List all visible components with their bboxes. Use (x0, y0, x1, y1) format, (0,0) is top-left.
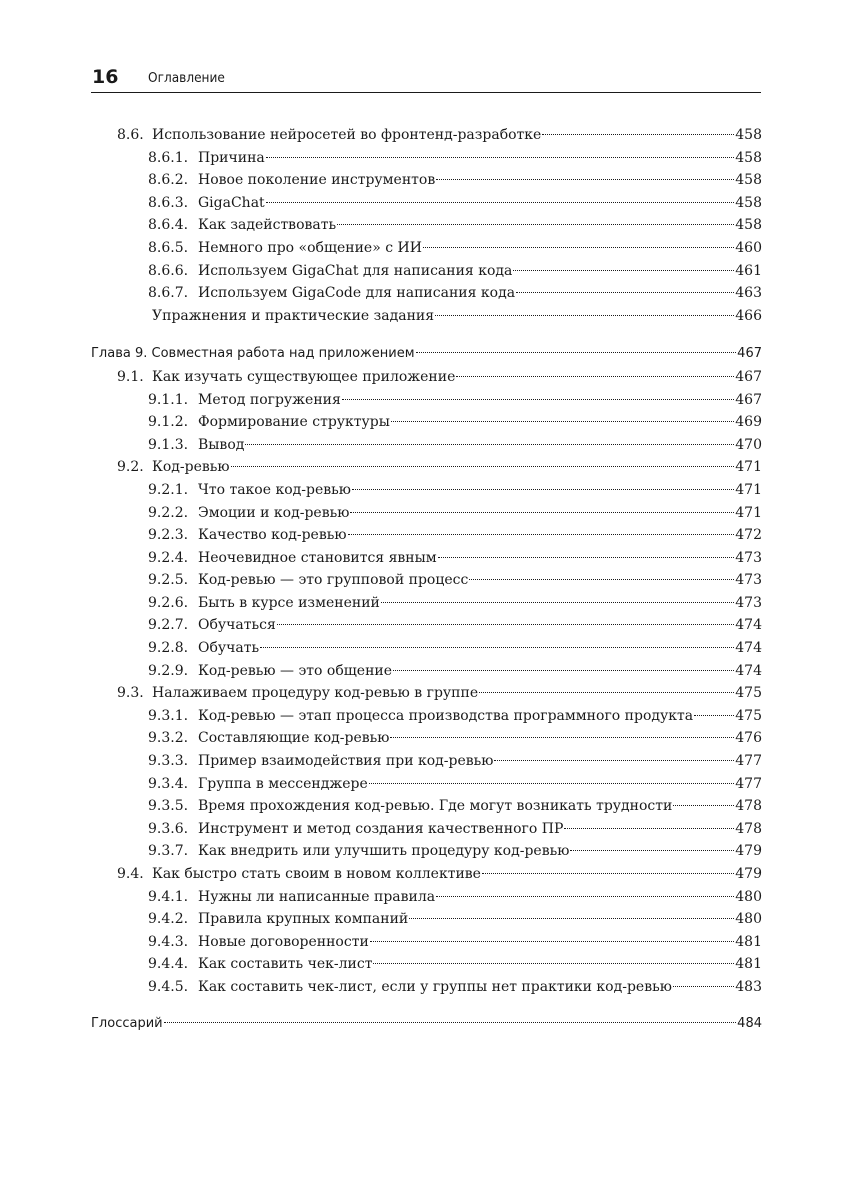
toc-entry[interactable] (91, 727, 762, 750)
toc-entry-number: 9.4.5. (148, 978, 189, 995)
dot-leader (542, 134, 734, 135)
dot-leader (373, 963, 734, 964)
toc-entry-number: 9.3.2. (148, 730, 189, 747)
dot-leader (352, 489, 734, 490)
dot-leader (391, 421, 734, 422)
toc-entry[interactable] (91, 886, 762, 909)
dot-leader (469, 579, 734, 580)
toc-entry[interactable] (91, 773, 762, 796)
toc-entry[interactable] (91, 343, 762, 366)
dot-leader (164, 1022, 737, 1023)
toc-entry-number: 9.3.6. (148, 820, 189, 837)
toc-entry-page: 477 (735, 775, 762, 792)
toc-entry-title: Как внедрить или улучшить процедуру код-ревью (198, 843, 570, 860)
toc-entry[interactable] (91, 953, 762, 976)
toc-entry[interactable] (91, 795, 762, 818)
dot-leader (390, 737, 734, 738)
dot-leader (423, 247, 734, 248)
toc-entry-title: Как быстро стать своим в новом коллективе (152, 866, 481, 882)
toc-entry-title: Новое поколение инструментов (198, 172, 436, 189)
toc-entry-page: 474 (735, 617, 762, 634)
toc-entry-number: 9.3.5. (148, 798, 189, 815)
toc-entry[interactable] (91, 124, 762, 147)
dot-leader (564, 828, 734, 829)
dot-leader (479, 692, 734, 693)
toc-entry-page: 478 (735, 798, 762, 815)
dot-leader (513, 270, 734, 271)
toc-entry-page: 475 (735, 685, 762, 702)
toc-entry-page: 480 (735, 911, 762, 928)
toc-entry-title: Эмоции и код-ревью (198, 504, 350, 521)
toc-entry-title: Как изучать существующее приложение (152, 368, 456, 385)
toc-entry-number: 9.3.4. (148, 775, 189, 792)
toc-entry-page: 458 (735, 217, 762, 234)
toc-entry[interactable] (91, 547, 762, 570)
toc-entry-page: 480 (735, 888, 762, 905)
toc-entry[interactable] (91, 456, 762, 479)
toc-entry[interactable] (91, 614, 762, 637)
dot-leader (673, 805, 734, 806)
toc-entry-page: 463 (735, 285, 762, 302)
toc-entry-page: 461 (735, 262, 762, 279)
toc-entry-title: Правила крупных компаний (198, 911, 409, 928)
toc-entry-page: 483 (735, 978, 762, 995)
toc-entry-number: 9.2.7. (148, 617, 189, 634)
toc-entry-title: Обучаться (198, 617, 276, 634)
toc-entry-number: 8.6. (117, 127, 144, 143)
dot-leader (570, 850, 734, 851)
toc-entry-page: 473 (735, 549, 762, 566)
toc-entry-title: Группа в мессенджере (198, 775, 368, 792)
toc-entry[interactable] (91, 169, 762, 192)
toc-entry-page: 458 (735, 194, 762, 211)
toc-entry-page: 471 (735, 481, 762, 498)
dot-leader (482, 873, 734, 874)
toc-entry-page: 481 (735, 933, 762, 950)
running-title: Оглавление (148, 70, 225, 86)
dot-leader (266, 202, 735, 203)
toc-entry-page: 460 (735, 239, 762, 256)
toc-entry-title: Как задействовать (198, 217, 337, 234)
table-of-contents (91, 124, 762, 1035)
dot-leader (369, 783, 735, 784)
toc-entry-title: Код-ревью — это общение (198, 662, 393, 679)
toc-entry-page: 467 (735, 391, 762, 408)
toc-entry-page: 458 (735, 172, 762, 189)
toc-entry-number: 8.6.3. (148, 194, 189, 211)
toc-entry[interactable] (91, 434, 762, 457)
dot-leader (435, 315, 734, 316)
dot-leader (494, 760, 734, 761)
dot-leader (342, 399, 734, 400)
toc-entry-number: 9.3. (117, 685, 144, 702)
toc-entry-number: 9.3.3. (148, 753, 189, 770)
toc-entry-title: Как составить чек-лист, если у группы нет практики код-ревью (198, 978, 672, 995)
dot-leader (337, 224, 734, 225)
toc-entry-page: 484 (737, 1015, 762, 1031)
toc-entry[interactable] (91, 366, 762, 389)
toc-entry-number: 8.6.1. (148, 149, 189, 166)
toc-entry-page: 475 (735, 707, 762, 724)
toc-entry-number: 9.4.3. (148, 933, 189, 950)
dot-leader (436, 896, 734, 897)
toc-entry-number: 9.3.1. (148, 707, 189, 724)
toc-entry[interactable] (91, 147, 762, 170)
toc-entry[interactable] (91, 863, 762, 886)
toc-entry[interactable] (91, 660, 762, 683)
toc-entry-number: 9.2.2. (148, 504, 189, 521)
toc-entry-title: Инструмент и метод создания качественного ПР (198, 820, 564, 837)
toc-entry-title: Код-ревью (152, 459, 230, 476)
toc-entry-title: Код-ревью — это групповой процесс (198, 572, 469, 589)
toc-entry-page: 479 (735, 866, 762, 882)
dot-leader (260, 647, 734, 648)
toc-entry-page: 470 (735, 436, 762, 453)
dot-leader (245, 444, 734, 445)
toc-entry[interactable] (91, 260, 762, 283)
toc-entry[interactable] (91, 237, 762, 260)
toc-entry-page: 472 (735, 527, 762, 544)
dot-leader (409, 918, 734, 919)
page-number: 16 (92, 66, 119, 88)
toc-entry[interactable] (91, 637, 762, 660)
dot-leader (348, 534, 735, 535)
toc-entry-title: Качество код-ревью (198, 527, 347, 544)
toc-entry-title: Использование нейросетей во фронтенд-разработке (152, 127, 542, 143)
dot-leader (266, 157, 734, 158)
dot-leader (436, 179, 734, 180)
dot-leader (350, 512, 734, 513)
dot-leader (416, 352, 737, 353)
toc-entry-title: Используем GigaCode для написания кода (198, 285, 516, 302)
toc-entry-title: Код-ревью — этап процесса производства программного продукта (198, 707, 694, 724)
toc-entry[interactable] (91, 411, 762, 434)
toc-entry-page: 467 (737, 346, 762, 362)
toc-entry-title: Нужны ли написанные правила (198, 888, 436, 905)
toc-entry-number: 9.2. (117, 459, 144, 476)
page-header (91, 62, 761, 93)
toc-entry-number: 8.6.6. (148, 262, 189, 279)
dot-leader (456, 376, 734, 377)
toc-entry[interactable] (91, 282, 762, 305)
dot-leader (231, 466, 735, 467)
toc-entry-page: 481 (735, 956, 762, 973)
toc-entry[interactable] (91, 389, 762, 412)
toc-entry[interactable] (91, 705, 762, 728)
toc-entry-number: 9.2.5. (148, 572, 189, 589)
toc-entry-title: Как составить чек-лист (198, 956, 373, 973)
toc-entry-page: 473 (735, 594, 762, 611)
toc-entry-page: 471 (735, 504, 762, 521)
dot-leader (438, 557, 735, 558)
toc-entry-page: 473 (735, 572, 762, 589)
toc-entry-title: Время прохождения код-ревью. Где могут возникать трудности (198, 798, 673, 815)
toc-entry[interactable] (91, 840, 762, 863)
dot-leader (673, 986, 734, 987)
toc-entry-title: Новые договоренности (198, 933, 369, 950)
toc-entry[interactable] (91, 524, 762, 547)
toc-entry-title: GigaChat (198, 194, 265, 211)
toc-entry-page: 476 (735, 730, 762, 747)
toc-entry-number: 9.1.3. (148, 436, 189, 453)
toc-entry-number: 9.4.1. (148, 888, 189, 905)
toc-entry-title: Формирование структуры (198, 414, 390, 431)
toc-entry[interactable] (91, 214, 762, 237)
toc-entry-number: 9.2.1. (148, 481, 189, 498)
toc-entry[interactable] (91, 750, 762, 773)
toc-entry[interactable] (91, 1013, 762, 1036)
toc-entry[interactable] (91, 569, 762, 592)
toc-entry-title: Причина (198, 149, 265, 166)
toc-entry-number: 8.6.2. (148, 172, 189, 189)
dot-leader (393, 670, 734, 671)
toc-entry[interactable] (91, 192, 762, 215)
toc-entry-title: Используем GigaChat для написания кода (198, 262, 513, 279)
toc-entry-title: Неочевидное становится явным (198, 549, 437, 566)
toc-entry-page: 479 (735, 843, 762, 860)
toc-entry-page: 478 (735, 820, 762, 837)
toc-entry-page: 466 (735, 307, 762, 324)
toc-entry-page: 474 (735, 662, 762, 679)
toc-entry-page: 474 (735, 640, 762, 657)
toc-entry-title: Составляющие код-ревью (198, 730, 390, 747)
toc-entry-number: 8.6.5. (148, 239, 189, 256)
toc-entry[interactable] (91, 818, 762, 841)
toc-entry-number: 9.2.3. (148, 527, 189, 544)
toc-entry-title: Что такое код-ревью (198, 481, 351, 498)
toc-entry-page: 467 (735, 368, 762, 385)
toc-entry[interactable] (91, 976, 762, 999)
toc-entry-number: 9.3.7. (148, 843, 189, 860)
toc-entry-title: Упражнения и практические задания (152, 307, 435, 324)
toc-entry-title: Метод погружения (198, 391, 341, 408)
toc-entry-title: Глава 9. Совместная работа над приложением (91, 346, 415, 362)
toc-entry-number: 9.1. (117, 368, 144, 385)
toc-entry[interactable] (91, 682, 762, 705)
toc-entry[interactable] (91, 502, 762, 525)
dot-leader (516, 292, 734, 293)
toc-entry-page: 469 (735, 414, 762, 431)
toc-entry-title: Вывод (198, 436, 245, 453)
toc-entry-title: Обучать (198, 640, 260, 657)
dot-leader (277, 624, 734, 625)
toc-entry-number: 9.1.1. (148, 391, 189, 408)
dot-leader (694, 715, 734, 716)
toc-entry-number: 9.4.4. (148, 956, 189, 973)
toc-entry-number: 9.4.2. (148, 911, 189, 928)
toc-entry[interactable] (91, 479, 762, 502)
toc-entry[interactable] (91, 305, 762, 328)
toc-entry-number: 9.2.8. (148, 640, 189, 657)
toc-entry-number: 9.1.2. (148, 414, 189, 431)
toc-entry-title: Пример взаимодействия при код-ревью (198, 753, 494, 770)
dot-leader (370, 941, 734, 942)
toc-entry-page: 458 (735, 149, 762, 166)
toc-entry-page: 471 (735, 459, 762, 476)
toc-entry-title: Налаживаем процедуру код-ревью в группе (152, 685, 479, 702)
toc-entry-page: 477 (735, 753, 762, 770)
toc-entry-number: 9.2.4. (148, 549, 189, 566)
toc-entry-page: 458 (735, 127, 762, 143)
toc-entry-title: Немного про «общение» с ИИ (198, 239, 422, 256)
toc-entry-number: 8.6.4. (148, 217, 189, 234)
toc-entry[interactable] (91, 931, 762, 954)
toc-entry-number: 9.4. (117, 866, 144, 882)
toc-entry[interactable] (91, 592, 762, 615)
toc-entry[interactable] (91, 908, 762, 931)
toc-entry-title: Глоссарий (91, 1015, 163, 1031)
dot-leader (381, 602, 734, 603)
toc-entry-number: 9.2.9. (148, 662, 189, 679)
toc-entry-title: Быть в курсе изменений (198, 594, 380, 611)
toc-entry-number: 8.6.7. (148, 285, 189, 302)
toc-entry-number: 9.2.6. (148, 594, 189, 611)
